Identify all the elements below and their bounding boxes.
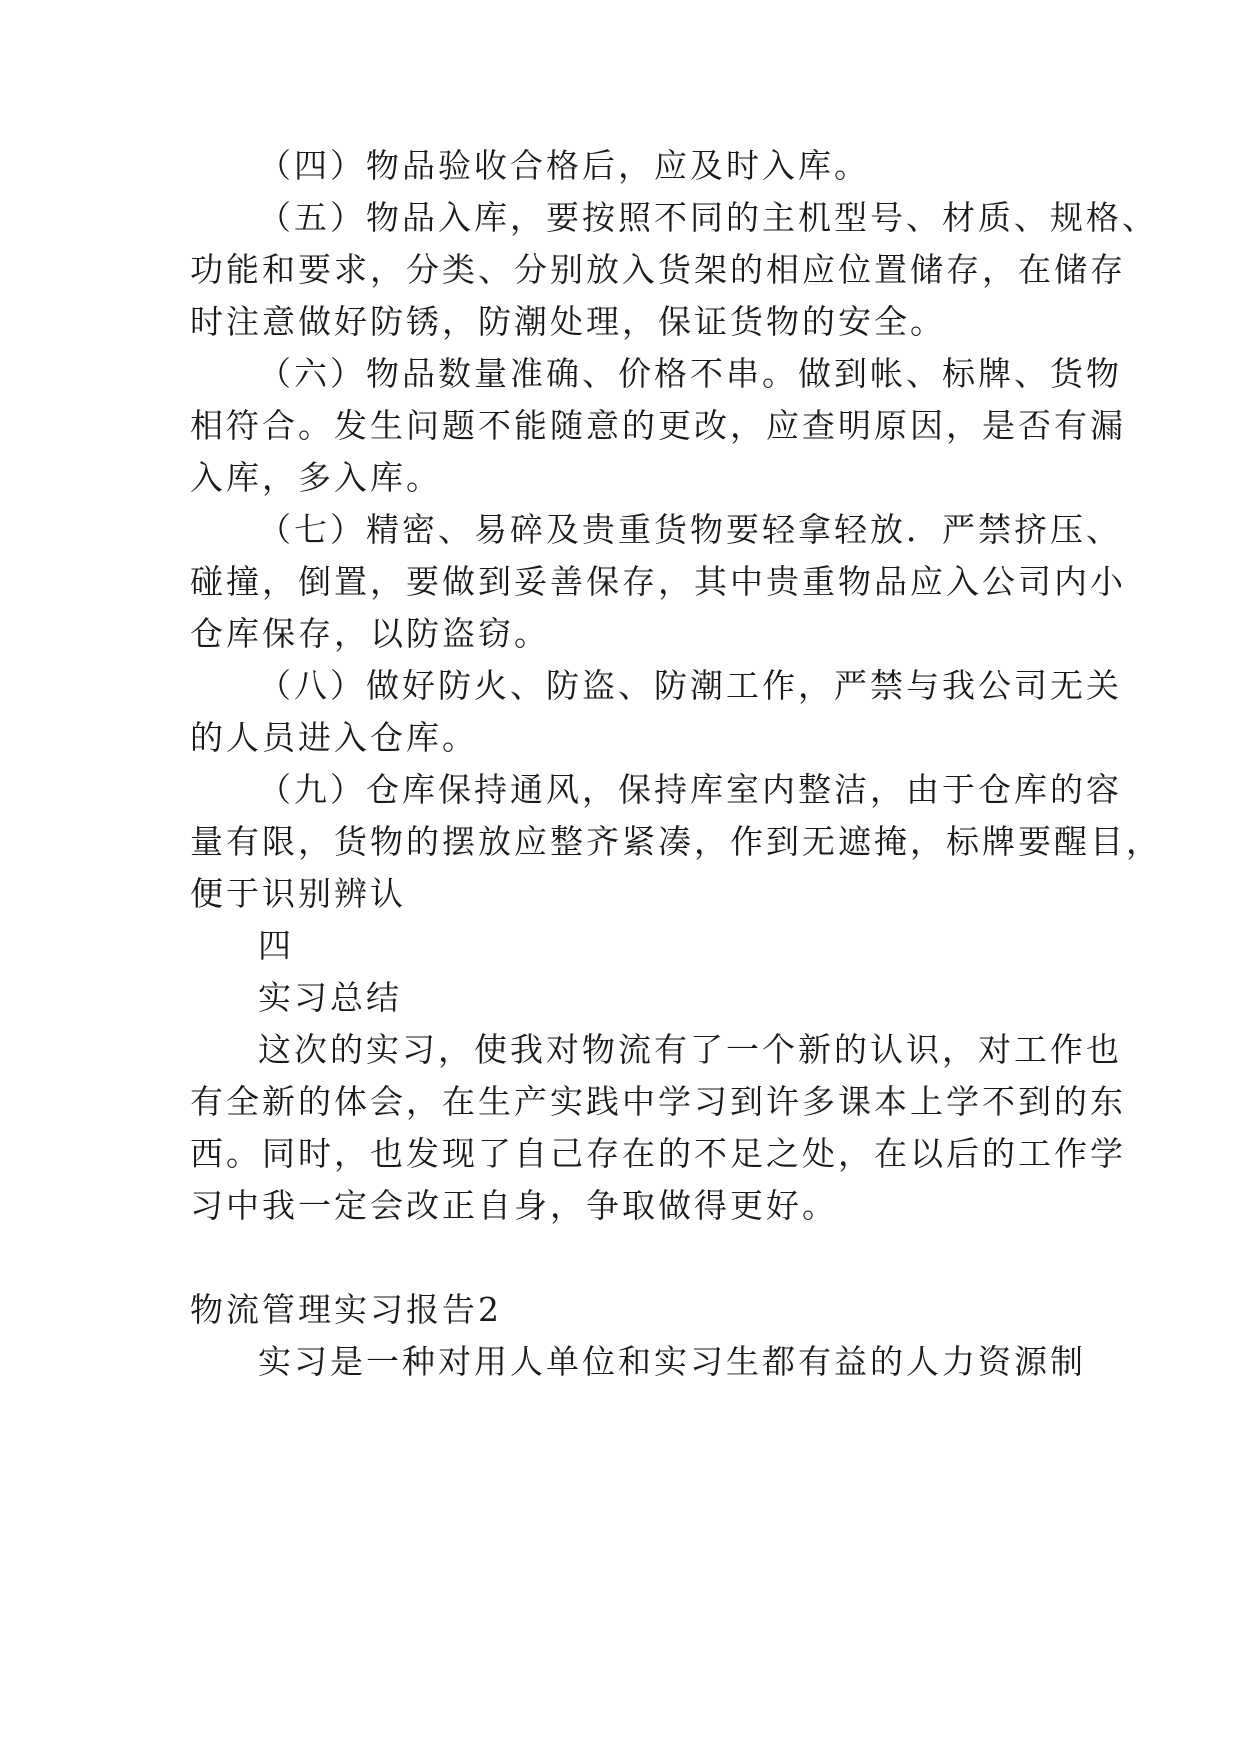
- paragraph-line: 实习是一种对用人单位和实习生都有益的人力资源制: [258, 1342, 1086, 1381]
- paragraph-line: （五）物品入库，要按照不同的主机型号、材质、规格、: [258, 198, 1158, 237]
- paragraph-line: 习中我一定会改正自身，争取做得更好。: [190, 1186, 838, 1225]
- paragraph-line: （六）物品数量准确、价格不串。做到帐、标牌、货物: [258, 354, 1122, 393]
- report-heading: 物流管理实习报告2: [190, 1290, 502, 1329]
- paragraph-line: 功能和要求，分类、分别放入货架的相应位置储存，在储存: [190, 250, 1126, 289]
- section-number: 四: [258, 926, 294, 965]
- paragraph-line: 量有限，货物的摆放应整齐紧凑，作到无遮掩，标牌要醒目，: [190, 822, 1162, 861]
- paragraph-line: （四）物品验收合格后，应及时入库。: [258, 146, 870, 185]
- paragraph-line: （七）精密、易碎及贵重货物要轻拿轻放．严禁挤压、: [258, 510, 1122, 549]
- paragraph-line: （八）做好防火、防盗、防潮工作，严禁与我公司无关: [258, 666, 1122, 705]
- paragraph-line: 相符合。发生问题不能随意的更改，应查明原因，是否有漏: [190, 406, 1126, 445]
- paragraph-line: 西。同时，也发现了自己存在的不足之处，在以后的工作学: [190, 1134, 1126, 1173]
- section-title: 实习总结: [258, 978, 402, 1017]
- paragraph-line: 入库，多入库。: [190, 458, 442, 497]
- paragraph-line: 便于识别辨认: [190, 874, 406, 913]
- paragraph-line: （九）仓库保持通风，保持库室内整洁，由于仓库的容: [258, 770, 1122, 809]
- paragraph-line: 这次的实习，使我对物流有了一个新的认识，对工作也: [258, 1030, 1122, 1069]
- paragraph-line: 时注意做好防锈，防潮处理，保证货物的安全。: [190, 302, 946, 341]
- paragraph-line: 有全新的体会，在生产实践中学习到许多课本上学不到的东: [190, 1082, 1126, 1121]
- paragraph-line: 仓库保存，以防盗窃。: [190, 614, 550, 653]
- paragraph-line: 的人员进入仓库。: [190, 718, 478, 757]
- paragraph-line: 碰撞，倒置，要做到妥善保存，其中贵重物品应入公司内小: [190, 562, 1126, 601]
